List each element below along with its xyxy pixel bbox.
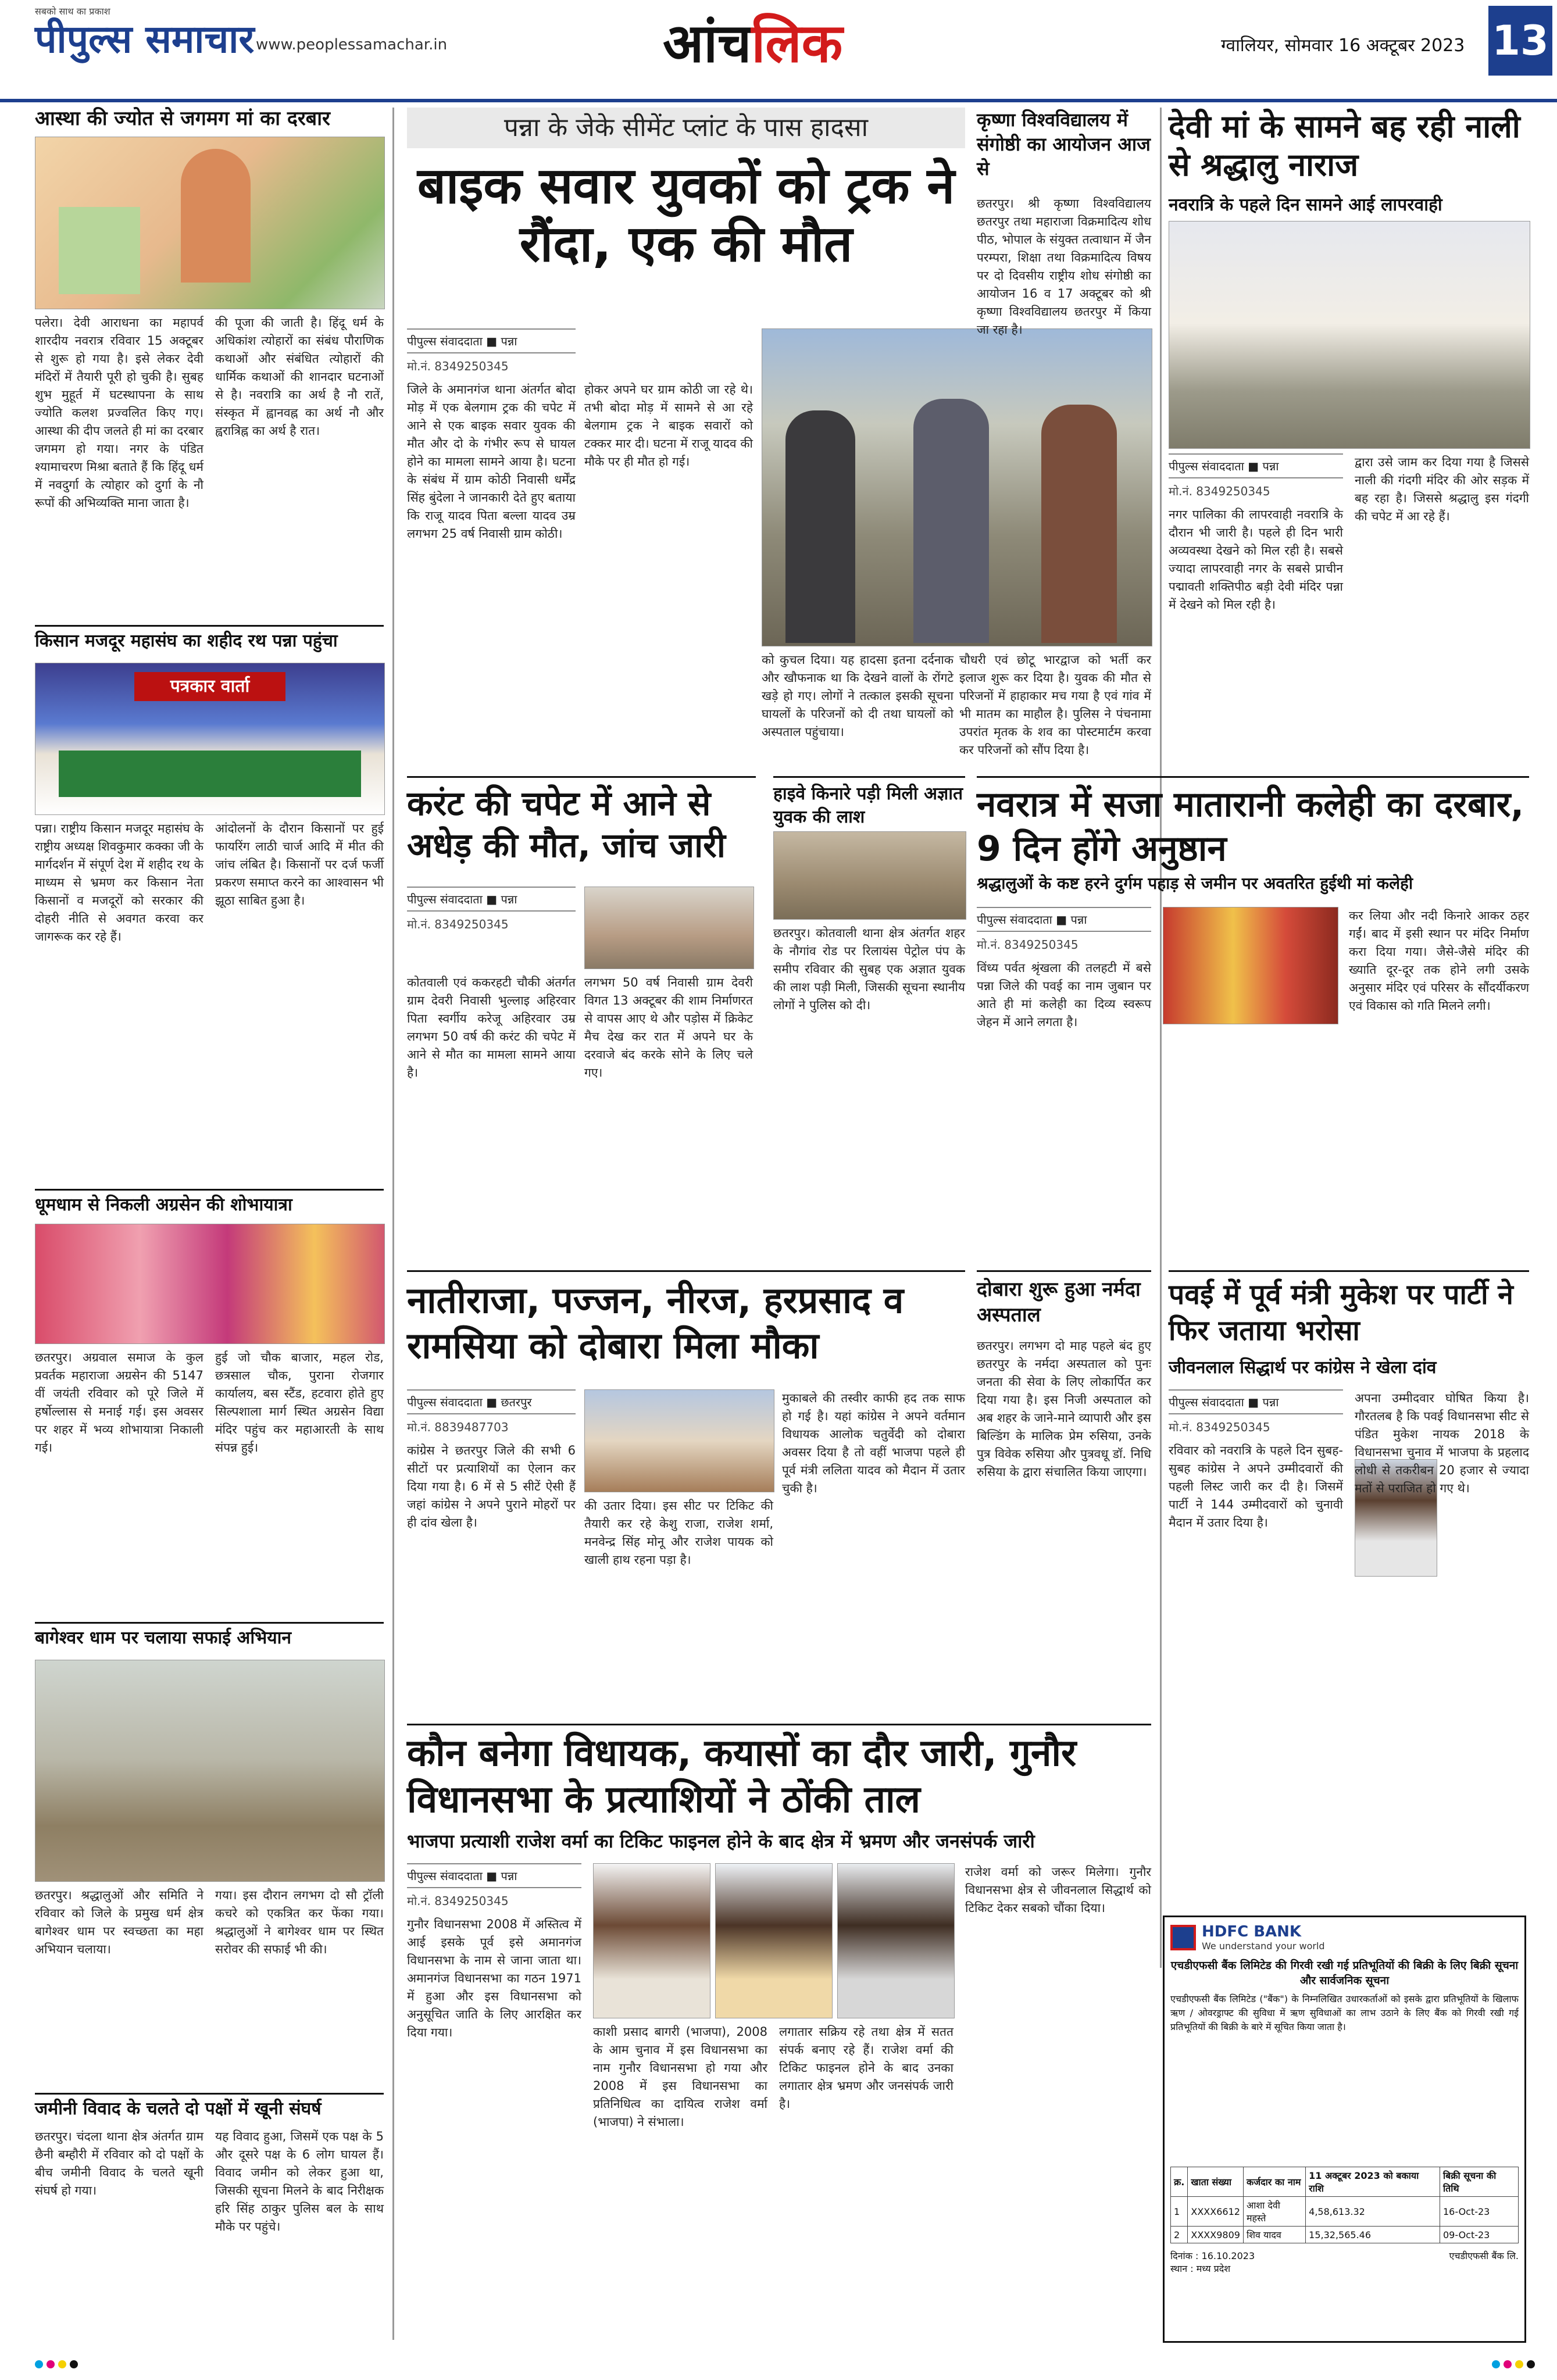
ad-col-header: क्र. (1171, 2167, 1188, 2197)
article-body: काशी प्रसाद बागरी (भाजपा), 2008 के आम चुनाव में इस विधानसभा का नाम गुनौर विधानसभा हो गया और 2008 में इस विधानसभा का प्रतिनिधित्व का दायित्व राजेश वर्मा (भाजपा) ने संभाला। (593, 2025, 767, 2129)
table-cell: 1 (1171, 2197, 1188, 2227)
article-body: की पूजा की जाती है। हिंदू धर्म के अधिकांश त्योहारों का संबंध पौराणिक कथाओं और संबंधित त्योहारों की धार्मिक कथाओं की शानदार घटनाओं से है। नवरात्रि का अर्थ है नौ रातें, संस्कृत में ह्वानवह्न का अर्थ नौ और ह्वरात्रिह्न का अर्थ है रात। (215, 316, 384, 438)
article-body: होकर अपने घर ग्राम कोठी जा रहे थे। तभी बोदा मोड़ में सामने से आ रहे बेलगाम ट्रक ने बाइक सवारों को टक्कर मार दी। घटना में राजू यादव की मौके पर ही मौत हो गई। (584, 383, 753, 469)
headline-narmada-hospital: दोबारा शुरू हुआ नर्मदा अस्पताल (977, 1270, 1151, 1328)
lead-mobile: मो.नं. 8349250345 (407, 359, 509, 373)
masthead-tagline: सबको साथ का प्रकाश (35, 6, 110, 17)
headline-university: कृष्णा विश्वविद्यालय में संगोष्ठी का आयोजन आज से (977, 109, 1151, 180)
headline-congress-candidates: नातीराजा, पज्जन, नीरज, हरप्रसाद व रामसिया को दोबारा मिला मौका (407, 1270, 965, 1368)
column-divider (392, 108, 394, 2340)
article-body: अपना उम्मीदवार घोषित किया है। गौरतलब है कि पवई विधानसभा सीट से पंडित मुकेश नायक 2018 के विधानसभा चुनाव में भाजपा के प्रहलाद लोधी से तकरीबन 20 हजार से ज्यादा मतों से पराजित हो गए थे। (1355, 1391, 1529, 1495)
byline: पीपुल्स संवाददाता ■ पन्ना (977, 907, 1151, 932)
article-body: हुई जो चौक बाजार, महल रोड, छत्रसाल चौक, पुराना रोजगार कार्यालय, बस स्टैंड, हटवारा होते हुए सिल्पशाला मार्ग स्थित अग्रसेन विद्या मंदिर पहुंच कर महाआरती के साथ संपन्न हुई। (215, 1350, 384, 1455)
cleanliness-drive-photo (35, 1660, 385, 1882)
headline-gunnaur: कौन बनेगा विधायक, कयासों का दौर जारी, गुनौर विधानसभा के प्रत्याशियों ने ठोंकी ताल (407, 1724, 1151, 1823)
ad-table-header (1171, 2167, 1519, 2197)
procession-photo (35, 1224, 385, 1344)
column-divider (1160, 108, 1162, 1968)
lead-kicker: पन्ना के जेके सीमेंट प्लांट के पास हादसा (407, 108, 965, 148)
newspaper-logo: पीपुल्स समाचार (35, 17, 255, 62)
headline-kisan: किसान मजदूर महासंघ का शहीद रथ पन्ना पहुंचा (35, 625, 384, 652)
headline-land-dispute: जमीनी विवाद के चलते दो पक्षों में खूनी संघर्ष (35, 2093, 384, 2120)
table-cloth (59, 751, 361, 797)
deck-kalehi: श्रद्धालुओं के कष्ट हरने दुर्गम पहाड़ से जमीन पर अवतरित हुईथी मां कलेही (977, 874, 1413, 893)
temple-drain-photo (1169, 221, 1530, 449)
edition-date: ग्वालियर, सोमवार 16 अक्टूबर 2023 (1221, 35, 1465, 56)
lead-byline: पीपुल्स संवाददाता ■ पन्ना (407, 328, 576, 353)
section-suffix: लिक (751, 12, 843, 74)
page-number: 13 (1488, 6, 1552, 76)
article-body: गुनौर विधानसभा 2008 में अस्तित्व में आई इसके पूर्व इसे अमानगंज विधानसभा के नाम से जाना जाता था। अमानगंज विधानसभा का गठन 1971 में हुआ और इस विधानसभा को अनुसूचित जाति के लिए आरक्षित कर दिया गया। (407, 1917, 581, 2039)
black-dot (70, 2360, 78, 2368)
mobile: मो.नं. 8349250345 (1169, 484, 1270, 498)
house-photo (584, 887, 754, 969)
article-body: छतरपुर। अग्रवाल समाज के कुल प्रवर्तक महाराजा अग्रसेन की 5147 वीं जयंती रविवार को पूरे जिले में हर्षोल्लास से मनाई गई। इस अवसर पर शहर में भव्य शोभायात्रा निकाली गई। (35, 1350, 203, 1455)
article-body: यह विवाद हुआ, जिसमें एक पक्ष के 5 और दूसरे पक्ष के 6 लोग घायल हैं। विवाद जमीन को लेकर हुआ था, जिसकी सूचना मिलने के बाद निरीक्षक हरि सिंह ठाकुर पुलिस बल के साथ मौके पर पहुंचे। (215, 2129, 384, 2234)
black-dot (1527, 2360, 1535, 2368)
person-silhouette (913, 399, 989, 643)
ad-bank-name: HDFC BANK (1202, 1923, 1302, 1941)
headline-agrasen: धूमधाम से निकली अग्रसेन की शोभायात्रा (35, 1189, 384, 1216)
article-body: को कुचल दिया। यह हादसा इतना दर्दनाक और खौफनाक था कि देखने वालों के रोंगटे खड़े हो गए। लोगों ने तत्काल इसकी सूचना घायलों के परिजनों को दी तथा घायलों को अस्पताल पहुंचाया। (762, 653, 954, 739)
accident-victims-photo (762, 328, 1152, 646)
ad-heading: एचडीएफसी बैंक लिमिटेड की गिरवी रखी गई प्रतिभूतियों की बिक्री के लिए बिक्री सूचना और सार्वजनिक सूचना (1170, 1959, 1519, 1987)
ad-table (1170, 2167, 1519, 2243)
headline-current-death: करंट की चपेट में आने से अधेड़ की मौत, जांच जारी (407, 776, 756, 866)
article-body: लगभग 50 वर्ष निवासी ग्राम देवरी विगत 13 अक्टूबर की शाम निर्माणरत से वापस आए थे और पड़ोस में क्रिकेट मैच देख कर रात में अपने घर के दरवाजे बंद करके सोने के लिए चले गए। (584, 975, 753, 1080)
temple-photo (35, 137, 385, 309)
byline: पीपुल्स संवाददाता ■ पन्ना (407, 1863, 581, 1888)
magenta-dot (47, 2360, 55, 2368)
mobile: मो.नं. 8349250345 (407, 1894, 509, 1908)
table-cell: शिव यादव (1243, 2227, 1305, 2243)
candidates-group-photo (584, 1389, 774, 1492)
ad-intro: एचडीएफसी बैंक लिमिटेड ("बैंक") के निम्नलिखित उधारकर्ताओं को इसके द्वारा प्रतिभूतियों के खिलाफ ऋण / ओवरड्राफ्ट की सुविधा में ऋण सुविधाओं का लाभ उठाने के लिए बैंक को गिरवी रखी गई प्रतिभूतियों की बिक्री के बारे में सूचित किया जाता है। (1170, 1993, 1519, 2032)
article-body: विंध्य पर्वत श्रृंखला की तलहटी में बसे पन्ना जिले की पवई का नाम जुबान पर आते ही मां कलेही का दिव्य स्वरूप जेहन में आने लगता है। (977, 961, 1151, 1029)
deck-gunnaur: भाजपा प्रत्याशी राजेश वर्मा का टिकिट फाइनल होने के बाद क्षेत्र में भ्रमण और जनसंपर्क जारी (407, 1830, 1035, 1852)
deck-drain: नवरात्रि के पहले दिन सामने आई लापरवाही (1169, 195, 1442, 215)
website-url[interactable]: www.peoplessamachar.in (256, 36, 448, 53)
ad-date: दिनांक : 16.10.2023 (1170, 2250, 1255, 2261)
headline-aastha: आस्था की ज्योत से जगमग मां का दरबार (35, 107, 330, 130)
candidate-portrait (837, 1863, 955, 2018)
article-body: नगर पालिका की लापरवाही नवरात्रि के दौरान भी जारी है। पहले ही दिन भारी अव्यवस्था देखने को मिल रही है। सबसे ज्यादा लापरवाही नगर के सबसे प्राचीन पद्मावती शक्तिपीठ बड़ी देवी मंदिर पन्ना में देखने को मिल रही है। (1169, 508, 1343, 612)
article-body: की उतार दिया। इस सीट पर टिकिट की तैयारी कर रहे केशु राजा, राजेश शर्मा, मनवेन्द्र सिंह मोनू और राजेश पायक को खाली हाथ रहना पड़ा है। (584, 1499, 773, 1567)
headline-unknown-body: हाइवे किनारे पड़ी मिली अज्ञात युवक की लाश (773, 776, 965, 829)
table-cell: 09-Oct-23 (1440, 2227, 1518, 2243)
ad-place: स्थान : मध्य प्रदेश (1170, 2263, 1231, 2274)
article-body: पन्ना। राष्ट्रीय किसान मजदूर महासंघ के राष्ट्रीय अध्यक्ष शिवकुमार कक्का जी के मार्गदर्शन में संपूर्ण देश में शहीद रथ के माध्यम से भ्रमण कर किसान नेता किसानों व मजदूरों को सरकार की दोहरी नीति से अवगत करवा कर जागरूक कर रहे हैं। (35, 821, 203, 944)
byline: पीपुल्स संवाददाता ■ छतरपुर (407, 1389, 576, 1414)
article-body: गया। इस दौरान लगभग दो सौ ट्रॉली कचरे को एकत्रित कर फेंका गया। श्रद्धालुओं ने बागेश्वर धाम पर स्थित सरोवर की सफाई भी की। (215, 1888, 384, 1956)
table-cell: 16-Oct-23 (1440, 2197, 1518, 2227)
section-name (663, 5, 842, 77)
article-body: लगातार सक्रिय रहे तथा क्षेत्र में सतत संपर्क बनाए रहे हैं। राजेश वर्मा की टिकिट फाइनल होने के बाद उनका लगातार क्षेत्र भ्रमण और जनसंपर्क जारी है। (779, 2025, 954, 2111)
ad-header (1170, 1923, 1519, 1952)
article-body: छतरपुर। कोतवाली थाना क्षेत्र अंतर्गत शहर के नौगांव रोड पर रिलायंस पेट्रोल पंप के समीप रविवार की सुबह एक अज्ञात युवक की लाश पड़ी मिली, जिसकी सूचना स्थानीय लोगों ने पुलिस को दी। (773, 926, 965, 1012)
mobile: मो.नं. 8349250345 (1169, 1420, 1270, 1434)
mobile: मो.नं. 8349250345 (407, 917, 509, 931)
table-cell: XXXX6612 (1188, 2197, 1244, 2227)
ad-col-header: कर्जदार का नाम (1243, 2167, 1305, 2197)
ad-signature: एचडीएफसी बैंक लि. (1449, 2250, 1519, 2261)
article-body: छतरपुर। श्रद्धालुओं और समिति ने रविवार को जिले के प्रमुख धर्म क्षेत्र बागेश्वर धाम पर स्वच्छता का महा अभियान चलाया। (35, 1888, 203, 1956)
headline-kalehi: नवरात्र में सजा मातारानी कलेही का दरबार, 9 दिन होंगे अनुष्ठान (977, 776, 1529, 871)
ad-col-header: बिक्री सूचना की तिथि (1440, 2167, 1518, 2197)
article-body: रविवार को नवरात्रि के पहले दिन सुबह-सुबह कांग्रेस ने अपने उम्मीदवारों की पहली लिस्ट जारी कर दी है। जिसमें पार्टी ने 144 उम्मीदवारों को चुनावी मैदान में उतार दिया है। (1169, 1443, 1343, 1530)
deck-mukesh: जीवनलाल सिद्धार्थ पर कांग्रेस ने खेला दांव (1169, 1357, 1437, 1378)
table-cell: XXXX9809 (1188, 2227, 1244, 2243)
ad-slogan: We understand your world (1202, 1941, 1325, 1952)
table-cell: 2 (1171, 2227, 1188, 2243)
byline: पीपुल्स संवाददाता ■ पन्ना (407, 887, 576, 912)
article-body: पलेरा। देवी आराधना का महापर्व शारदीय नवरात्र रविवार 15 अक्टूबर से शुरू हो गया है। इसे लेकर देवी मंदिरों में तैयारी पूरी हो चुकी है। सुबह शुभ मुहूर्त में घटस्थापना के साथ ज्योति कलश प्रज्वलित किए गए। आस्था की दीप जलते ही मां का दरबार जगमग हो गया। नगर के पंडित श्यामाचरण मिश्रा बताते हैं कि हिंदू धर्म में नवदुर्गा के त्योहार को दुर्गा के नौ रूपों की अभिव्यक्ति माना जाता है। (35, 316, 203, 510)
registration-marks (1407, 2360, 1535, 2368)
article-body: छतरपुर। लगभग दो माह पहले बंद हुए छतरपुर के नर्मदा अस्पताल को पुनः जनता की सेवा के लिए लोकार्पित कर दिया गया है। इस निजी अस्पताल को अब शहर के जाने-माने व्यापारी और इस बिल्डिंग के मालिक प्रेम रुसिया, उनके पुत्र विवेक रुसिया और पुत्रवधू डॉ. निधि रुसिया के द्वारा संचालित किया जाएगा। (977, 1339, 1151, 1479)
article-body: कांग्रेस ने छतरपुर जिले की सभी 6 सीटों पर प्रत्याशियों का ऐलान कर दिया गया है। 6 में से 5 सीटें ऐसी हैं जहां कांग्रेस ने अपने पुराने मोहरों पर ही दांव खेला है। (407, 1443, 576, 1530)
article-body: कोतवाली एवं ककरहटी चौकी अंतर्गत ग्राम देवरी निवासी भुल्लाइ अहिरवार पिता स्वर्गीय करेजू अहिरवार उम्र लगभग 50 वर्ष की करंट की चपेट में आने से मौत का मामला सामने आया है। (407, 975, 576, 1080)
hdfc-sale-notice-ad (1163, 1916, 1526, 2343)
yellow-dot (1515, 2360, 1523, 2368)
candidate-portrait (715, 1863, 833, 2018)
article-body: चौधरी एवं छोटू भारद्वाज को भर्ती कर इलाज शुरू कर दिया है। युवक की मौत से परिजनों में हाहाकार मच गया है एवं गांव में भी मातम का माहौल है। पुलिस ने पंचनामा उपरांत मृतक के शव का पोस्टमार्टम करवा कर परिजनों को सौंप दिया है। (959, 653, 1151, 757)
magenta-dot (1504, 2360, 1512, 2368)
headline-drain: देवी मां के सामने बह रही नाली से श्रद्धालु नाराज (1169, 108, 1520, 183)
section-prefix: आंच (663, 12, 752, 74)
mobile: मो.नं. 8839487703 (407, 1420, 509, 1434)
article-body: राजेश वर्मा को जरूर मिलेगा। गुनौर विधानसभा क्षेत्र से जीवनलाल सिद्धार्थ को टिकिट देकर सबको चौंका दिया। (965, 1865, 1151, 1915)
temple-arch (181, 149, 251, 283)
press-conference-photo (35, 663, 385, 815)
tree-shape (59, 207, 140, 294)
registration-marks (35, 2360, 163, 2368)
ad-footer (1170, 2249, 1519, 2275)
person-silhouette (1041, 405, 1117, 643)
goddess-photo (1163, 907, 1338, 1024)
cyan-dot (1492, 2360, 1500, 2368)
hdfc-logo-icon (1170, 1925, 1196, 1950)
article-body: मुकाबले की तस्वीर काफी हद तक साफ हो गई है। यहां कांग्रेस ने अपने वर्तमान विधायक आलोक चतुर्वेदी को दोबारा अवसर दिया है तो वहीं भाजपा पहले ही पूर्व मंत्री ललिता यादव को मैदान में उतार चुकी है। (782, 1391, 965, 1495)
byline: पीपुल्स संवाददाता ■ पन्ना (1169, 1389, 1343, 1414)
article-body: कर लिया और नदी किनारे आकर ठहर गईं। बाद में इसी स्थान पर मंदिर निर्माण करा दिया गया। जैसे-जैसे मंदिर की ख्याति दूर-दूर तक होने लगी उसके अनुसार मंदिर एवं परिसर के सौंदर्यीकरण एवं विकास को गति मिलने लगी। (1349, 909, 1529, 1013)
table-cell: 15,32,565.46 (1306, 2227, 1440, 2243)
headline-bageshwar: बागेश्वर धाम पर चलाया सफाई अभियान (35, 1622, 384, 1649)
masthead (0, 0, 1557, 102)
body-found-photo (773, 831, 966, 920)
byline: पीपुल्स संवाददाता ■ पन्ना (1169, 453, 1343, 478)
press-banner: पत्रकार वार्ता (134, 672, 285, 701)
ad-col-header: 11 अक्टूबर 2023 को बकाया राशि (1306, 2167, 1440, 2197)
lead-headline: बाइक सवार युवकों को ट्रक ने रौंदा, एक की मौत (417, 157, 955, 273)
table-cell: 4,58,613.32 (1306, 2197, 1440, 2227)
yellow-dot (58, 2360, 66, 2368)
candidate-portrait (593, 1863, 710, 2018)
headline-mukesh: पवई में पूर्व मंत्री मुकेश पर पार्टी ने फिर जताया भरोसा (1169, 1270, 1529, 1349)
article-body: छतरपुर। श्री कृष्णा विश्वविद्यालय छतरपुर तथा महाराजा विक्रमादित्य शोध पीठ, भोपाल के संयुक्त तत्वाधान में जैन परम्परा, शिक्षा तथा विक्रमादित्य विषय पर दो दिवसीय राष्ट्रीय शोध संगोष्ठी का आयोजन 16 व 17 अक्टूबर को श्री कृष्णा विश्वविद्यालय छतरपुर में किया जा रहा है। (977, 196, 1151, 337)
ad-col-header: खाता संख्या (1188, 2167, 1244, 2197)
article-body: जिले के अमानगंज थाना अंतर्गत बोदा मोड़ में एक बेलगाम ट्रक की चपेट में आने से एक बाइक सवार युवक की मौत और दो के गंभीर रूप से घायल होने का मामला सामने आया है। घटना के संबंध में ग्राम कोठी निवासी धर्मेंद्र सिंह बुंदेला ने जानकारी देते हुए बताया कि राजू यादव पिता बल्ला यादव उम्र लगभग 25 वर्ष निवासी ग्राम कोठी। (407, 383, 576, 541)
person-silhouette (785, 410, 855, 643)
table-row (1171, 2227, 1519, 2243)
cyan-dot (35, 2360, 43, 2368)
article-body: द्वारा उसे जाम कर दिया गया है जिससे नाली की गंदगी मंदिर की ओर सड़क में बह रहा है। जिससे श्रद्धालु इस गंदगी की चपेट में आ रहे हैं। (1355, 455, 1529, 523)
mobile: मो.नं. 8349250345 (977, 938, 1079, 952)
table-row (1171, 2197, 1519, 2227)
article-body: छतरपुर। चंदला थाना क्षेत्र अंतर्गत ग्राम छैनी बम्हौरी में रविवार को दो पक्षों के बीच जमीनी विवाद के चलते खूनी संघर्ष हो गया। (35, 2129, 203, 2197)
table-cell: आशा देवी महस्ते (1243, 2197, 1305, 2227)
article-body: आंदोलनों के दौरान किसानों पर हुई फायरिंग लाठी चार्ज आदि में मीत की जांच लंबित है। किसानों पर दर्ज फर्जी प्रकरण समाप्त करने का आश्वासन भी झूठा साबित हुआ है। (215, 821, 384, 907)
